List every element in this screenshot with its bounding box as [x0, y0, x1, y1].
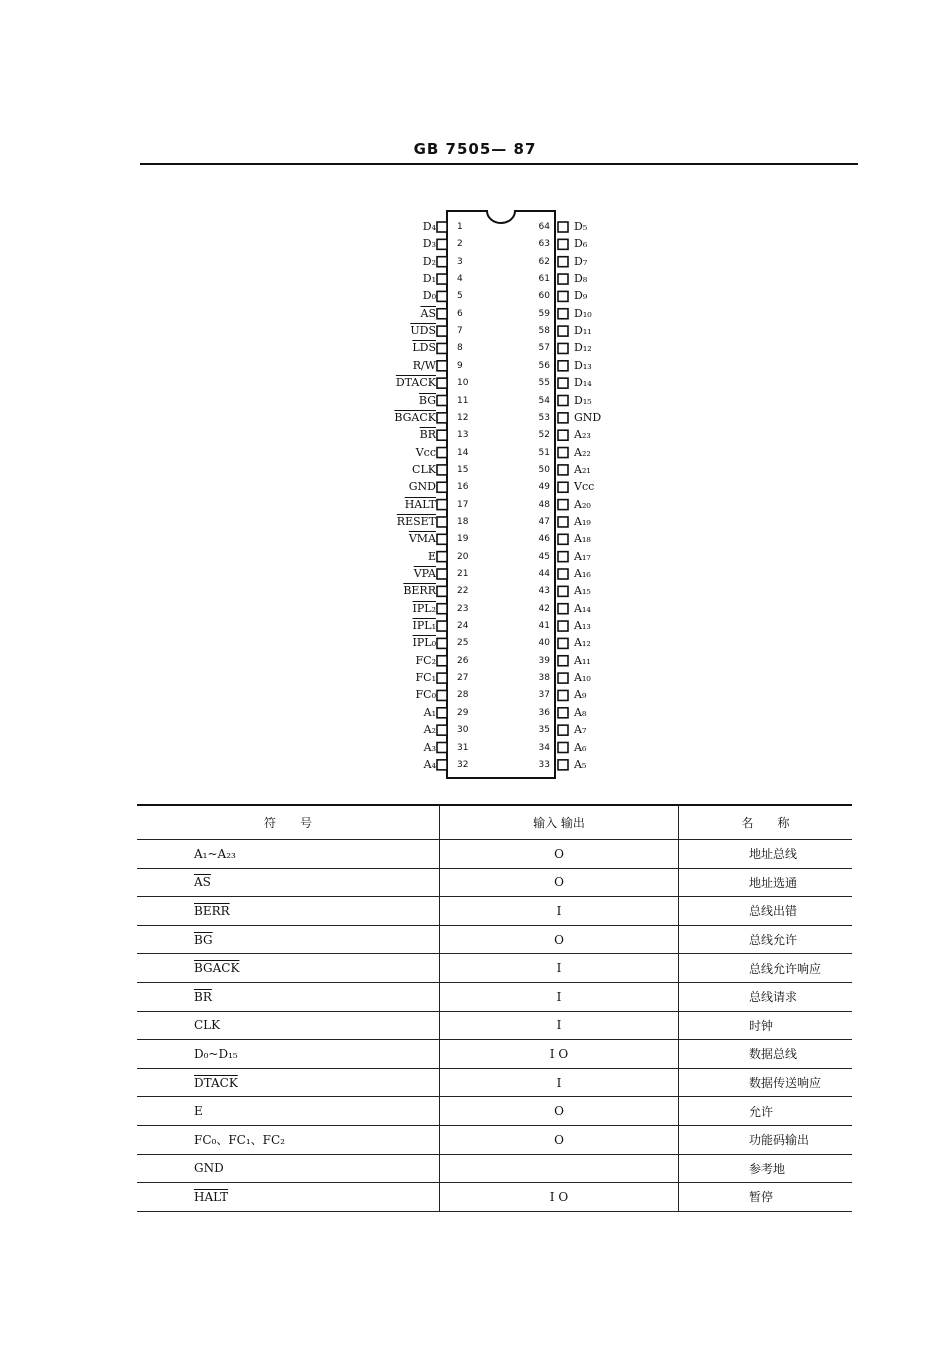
pin-box-left [437, 534, 447, 544]
signal-symbol: DTACK [137, 1068, 440, 1097]
signal-name: 总线出错 [679, 897, 853, 926]
signal-symbol: $\overline{BR}$ [137, 982, 440, 1011]
pin-number-left: 28 [457, 690, 469, 701]
pin-label-left: HALT [404, 497, 436, 511]
pin-box-left [437, 586, 447, 596]
pin-label-left: $\overline{BG}$ [418, 393, 436, 407]
signal-name: 总线允许 [679, 925, 853, 954]
pin-number-left: 16 [457, 482, 469, 493]
pin-box-left [437, 621, 447, 631]
pin-number-right: 45 [538, 551, 550, 562]
signal-symbol: GND [137, 1154, 440, 1183]
pin-label-right: A₅ [574, 757, 587, 771]
pin-box-left [437, 413, 447, 423]
pin-label-left: E [427, 549, 436, 563]
pin-box-right [558, 500, 568, 510]
pin-box-right [558, 517, 568, 527]
pin-number-left: 7 [457, 326, 463, 337]
pin-label-right: D₁₂ [574, 341, 592, 355]
signal-name: 总线请求 [679, 982, 853, 1011]
signal-symbol: $\overline{BG}$ [137, 925, 440, 954]
pin-label-right: A₉ [574, 688, 587, 702]
signal-io: O [440, 868, 679, 897]
header-io: 输入 输出 [440, 806, 679, 840]
pin-number-right: 44 [538, 569, 550, 579]
table-row [137, 925, 852, 954]
pin-number-left: 10 [457, 378, 469, 389]
signal-name: 参考地 [679, 1154, 853, 1183]
pin-box-left [437, 396, 447, 406]
table-row [137, 897, 852, 926]
pin-label-right: D₇ [574, 254, 588, 268]
pin-box-left [437, 708, 447, 718]
pin-number-right: 55 [538, 378, 550, 389]
pin-number-right: 49 [538, 482, 550, 493]
signal-name: 总线允许响应 [679, 954, 853, 983]
pin-box-left [437, 378, 447, 388]
pin-number-right: 59 [538, 308, 550, 319]
pin-box-left [437, 690, 447, 700]
pin-number-left: 17 [457, 499, 469, 510]
table-row [137, 954, 852, 983]
pin-label-right: A₁₅ [574, 584, 591, 598]
table-row [137, 1154, 852, 1183]
pin-label-right: D₉ [574, 289, 588, 303]
pin-number-right: 39 [538, 655, 550, 666]
pin-number-left: 9 [457, 360, 463, 371]
pin-box-left [437, 257, 447, 267]
signal-io: I [440, 954, 679, 983]
signal-io: I [440, 1011, 679, 1040]
pin-label-right: A₁₄ [574, 601, 591, 615]
pin-label-left: D₁ [422, 272, 436, 286]
pin-number-right: 51 [538, 447, 550, 458]
pin-number-right: 62 [538, 256, 550, 267]
pin-number-right: 37 [538, 690, 550, 701]
pin-label-right: A₁₆ [574, 567, 591, 580]
pin-label-left: R/W [412, 358, 436, 372]
pin-label-left: $\overline{VMA}$ [408, 532, 436, 546]
pin-number-left: 29 [457, 707, 469, 718]
pin-number-left: 24 [457, 621, 469, 632]
pin-label-left: Vcc [415, 445, 436, 459]
pin-box-left [437, 448, 447, 458]
pin-label-right: GND [574, 410, 602, 424]
signal-io: I [440, 1068, 679, 1097]
pin-number-right: 61 [538, 274, 550, 285]
pin-box-right [558, 361, 568, 371]
pin-box-left [437, 309, 447, 319]
pin-number-left: 14 [457, 447, 469, 458]
header-name: 名 称 [679, 806, 853, 840]
table-row [137, 868, 852, 897]
pin-number-right: 43 [538, 586, 550, 597]
signal-name: 地址总线 [679, 840, 853, 869]
pin-label-right: D₆ [574, 237, 588, 251]
pin-label-left: GND [408, 480, 436, 494]
pin-box-right [558, 257, 568, 267]
signal-name: 功能码输出 [679, 1125, 853, 1154]
signal-io: I [440, 897, 679, 926]
pin-label-right: A₁₂ [574, 636, 591, 650]
signal-io: O [440, 1097, 679, 1126]
pin-label-right: A₁₀ [574, 671, 591, 685]
pin-number-left: 8 [457, 343, 463, 354]
pin-label-right: A₂₂ [574, 445, 591, 459]
pin-number-right: 33 [538, 759, 550, 770]
pin-number-left: 22 [457, 586, 469, 597]
pin-number-right: 50 [538, 464, 550, 475]
pin-box-right [558, 222, 568, 232]
pin-box-left [437, 656, 447, 666]
pin-box-right [558, 569, 568, 579]
pin-label-left: FC₀ [415, 688, 436, 702]
pin-label-left: D₃ [422, 237, 436, 251]
pin-label-right: A₂₁ [574, 462, 591, 476]
signal-name: 允许 [679, 1097, 853, 1126]
pin-number-left: 3 [457, 256, 463, 267]
pin-box-right [558, 552, 568, 562]
pin-label-right: A₆ [574, 740, 587, 754]
table-row [137, 1097, 852, 1126]
pin-number-right: 47 [538, 516, 550, 527]
signal-io: O [440, 1125, 679, 1154]
pin-box-right [558, 465, 568, 475]
pin-box-right [558, 534, 568, 544]
pin-box-left [437, 760, 447, 770]
signal-io: O [440, 840, 679, 869]
pin-number-left: 20 [457, 551, 469, 562]
pin-label-right: D₁₀ [574, 306, 592, 320]
pin-box-left [437, 569, 447, 579]
pin-box-right [558, 343, 568, 353]
pin-number-left: 5 [457, 291, 463, 302]
signal-io [440, 1154, 679, 1183]
pin-box-right [558, 378, 568, 388]
pin-number-left: 13 [457, 430, 469, 441]
pin-box-right [558, 725, 568, 735]
pin-number-right: 64 [538, 222, 550, 232]
pin-label-left: FC₁ [415, 671, 436, 685]
pin-label-left: A₁ [423, 705, 436, 719]
pin-label-left: BERR [403, 584, 436, 598]
table-row [137, 982, 852, 1011]
pin-label-right: A₁₇ [574, 549, 591, 563]
header-symbol: 符 号 [137, 806, 440, 840]
pin-box-right [558, 413, 568, 423]
pin-number-left: 15 [457, 464, 469, 475]
pin-box-left [437, 673, 447, 683]
pin-number-right: 40 [538, 638, 550, 649]
pin-label-right: A₁₁ [574, 653, 591, 667]
pin-box-right [558, 673, 568, 683]
signal-symbol: D₀~D₁₅ [137, 1040, 440, 1069]
pin-number-right: 56 [538, 360, 550, 371]
pin-box-left [437, 552, 447, 562]
signal-table [137, 806, 852, 1212]
table-row [137, 840, 852, 869]
signal-name: 数据传送响应 [679, 1068, 853, 1097]
table-header-row [137, 806, 852, 840]
page-header: GB 7505— 87 [413, 140, 537, 158]
signal-name: 地址选通 [679, 868, 853, 897]
pin-label-right: Vcc [574, 480, 595, 494]
signal-io: I O [440, 1183, 679, 1212]
pin-box-left [437, 500, 447, 510]
pin-number-left: 26 [457, 655, 469, 666]
pin-box-right [558, 690, 568, 700]
table-row [137, 1040, 852, 1069]
pin-box-right [558, 656, 568, 666]
pin-label-left: $\overline{LDS}$ [412, 341, 436, 355]
pin-box-left [437, 274, 447, 284]
pin-box-right [558, 291, 568, 301]
pin-label-left: $\overline{UDS}$ [410, 324, 436, 338]
pin-label-left: IPL₂ [412, 601, 436, 615]
pin-number-right: 35 [538, 725, 550, 736]
pin-box-left [437, 604, 447, 614]
pin-box-right [558, 586, 568, 596]
pin-box-right [558, 760, 568, 770]
pin-number-right: 46 [538, 534, 550, 545]
pin-label-left: BGACK [394, 410, 436, 424]
pin-label-left: A₄ [423, 757, 436, 771]
pin-number-left: 18 [457, 516, 469, 527]
pin-box-left [437, 638, 447, 648]
table-row [137, 1068, 852, 1097]
pin-box-left [437, 725, 447, 735]
signal-io: O [440, 925, 679, 954]
pin-number-left: 32 [457, 759, 469, 770]
pin-box-left [437, 465, 447, 475]
pin-box-left [437, 326, 447, 336]
pin-label-right: D₈ [574, 272, 588, 286]
pin-box-left [437, 222, 447, 232]
pin-label-right: A₁₃ [574, 619, 591, 633]
pin-label-left: $\overline{BR}$ [419, 428, 436, 442]
signal-symbol: A₁~A₂₃ [137, 840, 440, 869]
pin-number-right: 41 [538, 621, 550, 632]
pin-label-left: $\overline{AS}$ [420, 306, 436, 320]
pin-label-left: A₂ [423, 723, 436, 737]
pin-box-right [558, 482, 568, 492]
pin-box-left [437, 743, 447, 753]
pin-number-right: 52 [538, 430, 550, 441]
pin-label-left: IPL₀ [412, 636, 436, 650]
pin-label-left: D₂ [422, 254, 436, 268]
pin-number-right: 57 [538, 343, 550, 354]
pin-box-right [558, 621, 568, 631]
pin-box-right [558, 604, 568, 614]
pin-box-left [437, 482, 447, 492]
pin-label-right: D₁₅ [574, 393, 592, 407]
signal-symbol: BERR [137, 897, 440, 926]
pin-box-left [437, 343, 447, 353]
pin-label-left: D₀ [422, 289, 436, 303]
pin-label-left: CLK [412, 462, 436, 476]
signal-symbol: $\overline{AS}$ [137, 868, 440, 897]
pin-box-right [558, 274, 568, 284]
pin-number-right: 48 [538, 499, 550, 510]
signal-symbol: BGACK [137, 954, 440, 983]
pin-box-right [558, 448, 568, 458]
pin-number-left: 19 [457, 534, 469, 545]
pin-label-left: DTACK [395, 376, 436, 390]
signal-io: I [440, 982, 679, 1011]
pin-number-left: 21 [457, 569, 469, 579]
pin-label-right: A₈ [574, 705, 587, 719]
pin-box-right [558, 430, 568, 440]
pin-box-right [558, 326, 568, 336]
pin-label-left: $\overline{VPA}$ [413, 567, 436, 580]
pin-box-left [437, 291, 447, 301]
pin-number-right: 53 [538, 412, 550, 423]
table-row [137, 1011, 852, 1040]
table-row [137, 1125, 852, 1154]
pin-label-right: D₁₁ [574, 324, 592, 338]
pin-label-left: A₃ [423, 740, 436, 754]
pin-label-right: A₁₉ [574, 514, 591, 528]
pin-label-right: A₂₀ [574, 497, 591, 511]
pin-box-right [558, 396, 568, 406]
pin-number-left: 2 [457, 239, 463, 250]
signal-symbol: FC₀、FC₁、FC₂ [137, 1125, 440, 1154]
pin-number-left: 6 [457, 308, 463, 319]
pin-number-left: 31 [457, 742, 469, 753]
pin-number-left: 1 [457, 222, 463, 232]
pin-number-left: 23 [457, 603, 469, 614]
signal-symbol: HALT [137, 1183, 440, 1212]
pin-box-left [437, 517, 447, 527]
pin-box-right [558, 638, 568, 648]
pin-box-right [558, 239, 568, 249]
pin-label-right: D₁₄ [574, 376, 592, 390]
pin-number-right: 60 [538, 291, 550, 302]
pin-number-left: 4 [457, 274, 463, 285]
pin-number-left: 11 [457, 395, 469, 406]
pin-label-left: IPL₁ [412, 619, 436, 633]
pin-number-left: 25 [457, 638, 469, 649]
pin-label-right: A₁₈ [574, 532, 591, 546]
signal-io: I O [440, 1040, 679, 1069]
pin-label-left: RESET [396, 514, 436, 528]
pin-number-right: 34 [538, 742, 550, 753]
pin-number-right: 58 [538, 326, 550, 337]
pin-number-right: 42 [538, 603, 550, 614]
pin-number-right: 36 [538, 707, 550, 718]
signal-name: 数据总线 [679, 1040, 853, 1069]
pin-label-left: D₄ [422, 220, 436, 233]
signal-name: 暂停 [679, 1183, 853, 1212]
pin-number-right: 63 [538, 239, 550, 250]
signal-symbol: CLK [137, 1011, 440, 1040]
signal-symbol: E [137, 1097, 440, 1126]
pin-number-right: 54 [538, 395, 550, 406]
signal-name: 时钟 [679, 1011, 853, 1040]
pin-box-left [437, 361, 447, 371]
pin-label-right: A₇ [574, 723, 587, 737]
pin-label-right: D₅ [574, 220, 588, 233]
pin-box-left [437, 430, 447, 440]
pin-label-right: A₂₃ [574, 428, 591, 442]
pin-number-left: 27 [457, 673, 469, 684]
pin-label-left: FC₂ [415, 653, 436, 667]
pin-box-right [558, 309, 568, 319]
pin-box-left [437, 239, 447, 249]
pin-number-left: 30 [457, 725, 469, 736]
pin-number-left: 12 [457, 412, 469, 423]
pin-label-right: D₁₃ [574, 358, 592, 372]
pin-box-right [558, 743, 568, 753]
pin-box-right [558, 708, 568, 718]
pin-number-right: 38 [538, 673, 550, 684]
table-row [137, 1183, 852, 1212]
